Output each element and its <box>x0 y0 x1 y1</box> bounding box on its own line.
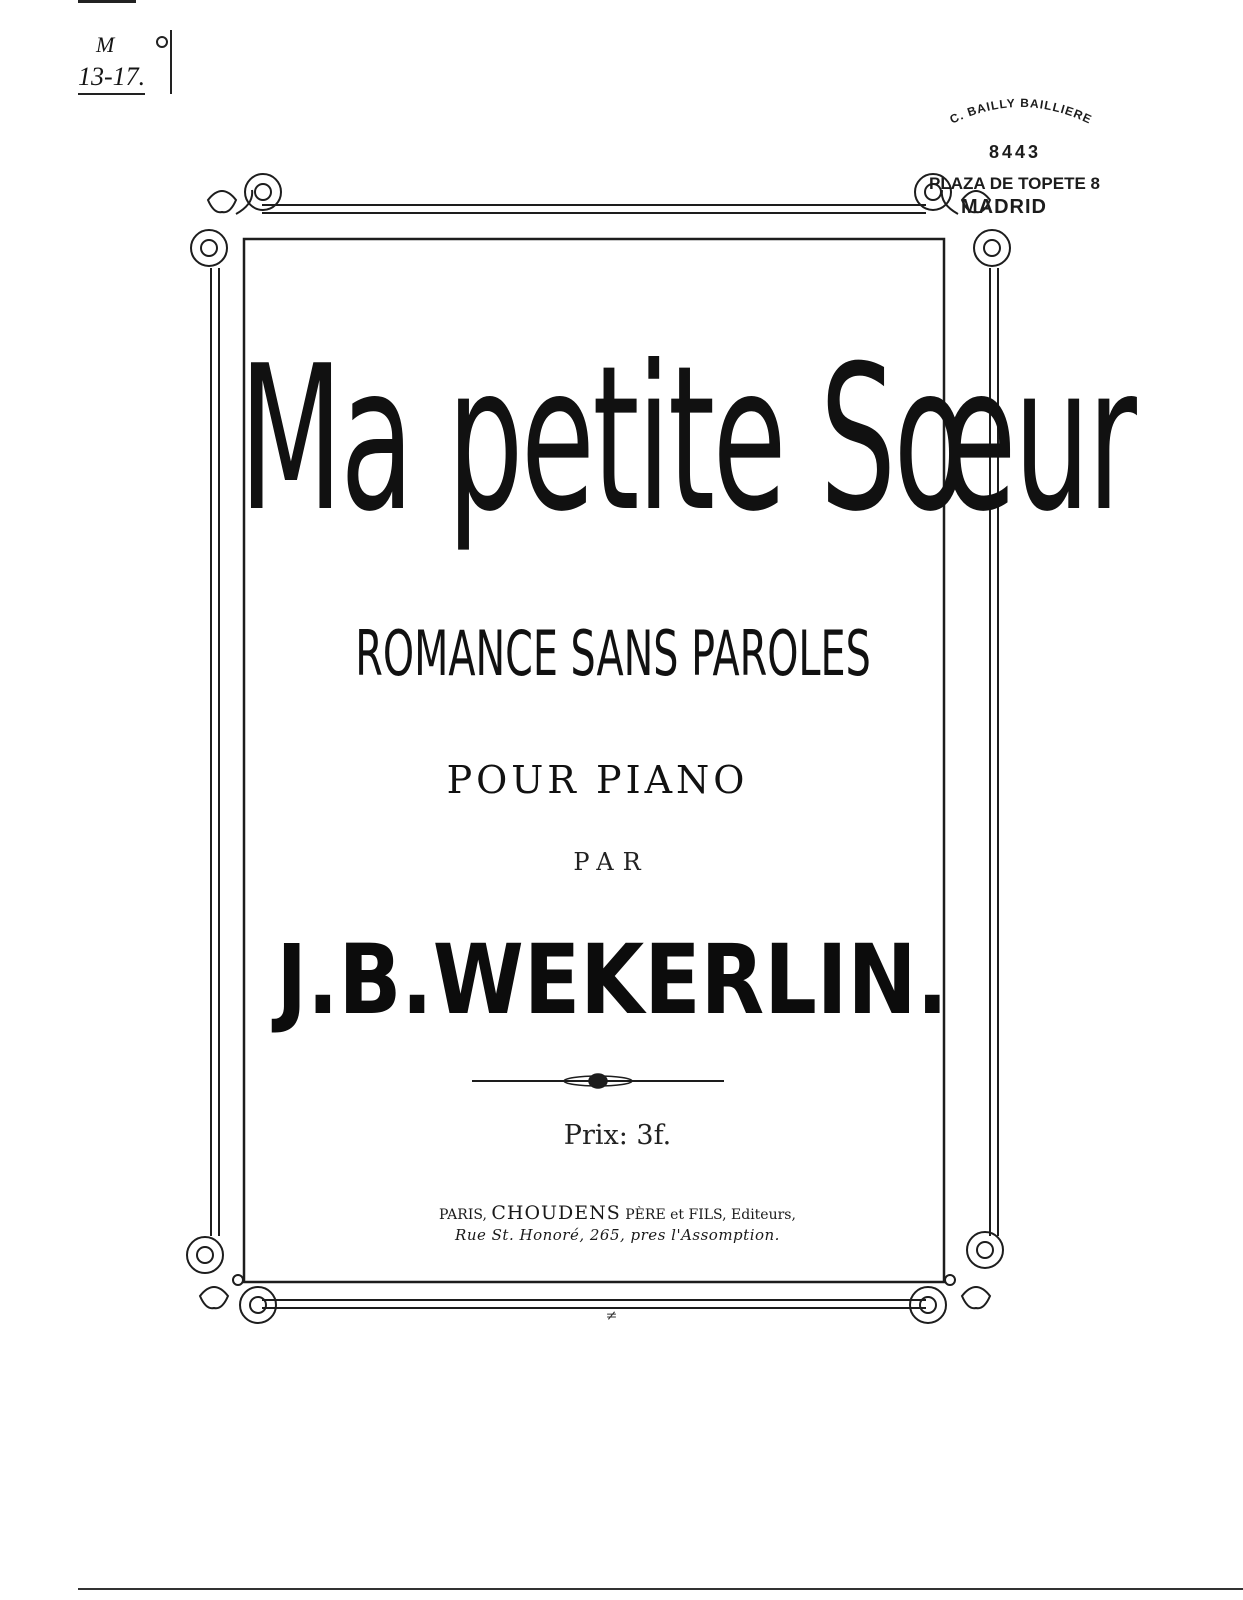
ornamental-divider <box>470 1070 726 1094</box>
title: Ma petite Sœur <box>239 323 1135 556</box>
stamp-seal-text: C. BAILLY BAILLIERE <box>947 95 1095 127</box>
instrument: POUR PIANO <box>446 758 749 802</box>
footer-mark: ≠ <box>605 1308 618 1324</box>
subtitle: ROMANCE SANS PAROLES <box>355 617 871 690</box>
stamp-ref-number: 8443 <box>989 142 1042 162</box>
publisher-city: PARIS, <box>439 1207 487 1223</box>
publisher-address: Rue St. Honoré, 265, pres l'Assomption. <box>455 1226 780 1244</box>
catalog-label-line1: M <box>96 32 114 57</box>
composer-name: J.B.WEKERLIN. <box>276 924 948 1036</box>
corner-ornament-top-right <box>915 174 1010 266</box>
publisher-name: CHOUDENS <box>491 1202 621 1224</box>
catalog-label-line2: 13-17. <box>78 62 145 95</box>
bottom-edge-rule <box>78 1588 1243 1590</box>
publisher-line <box>0 1202 1239 1224</box>
stamp-street: PLAZA DE TOPETE 8 <box>929 174 1100 193</box>
publisher-rest: PÈRE et FILS, Editeurs, <box>625 1207 796 1223</box>
price: Prix: 3f. <box>563 1120 672 1151</box>
stamp-city: MADRID <box>961 196 1047 218</box>
by-label: PAR <box>573 848 650 876</box>
corner-ornament-top-left <box>191 174 281 266</box>
